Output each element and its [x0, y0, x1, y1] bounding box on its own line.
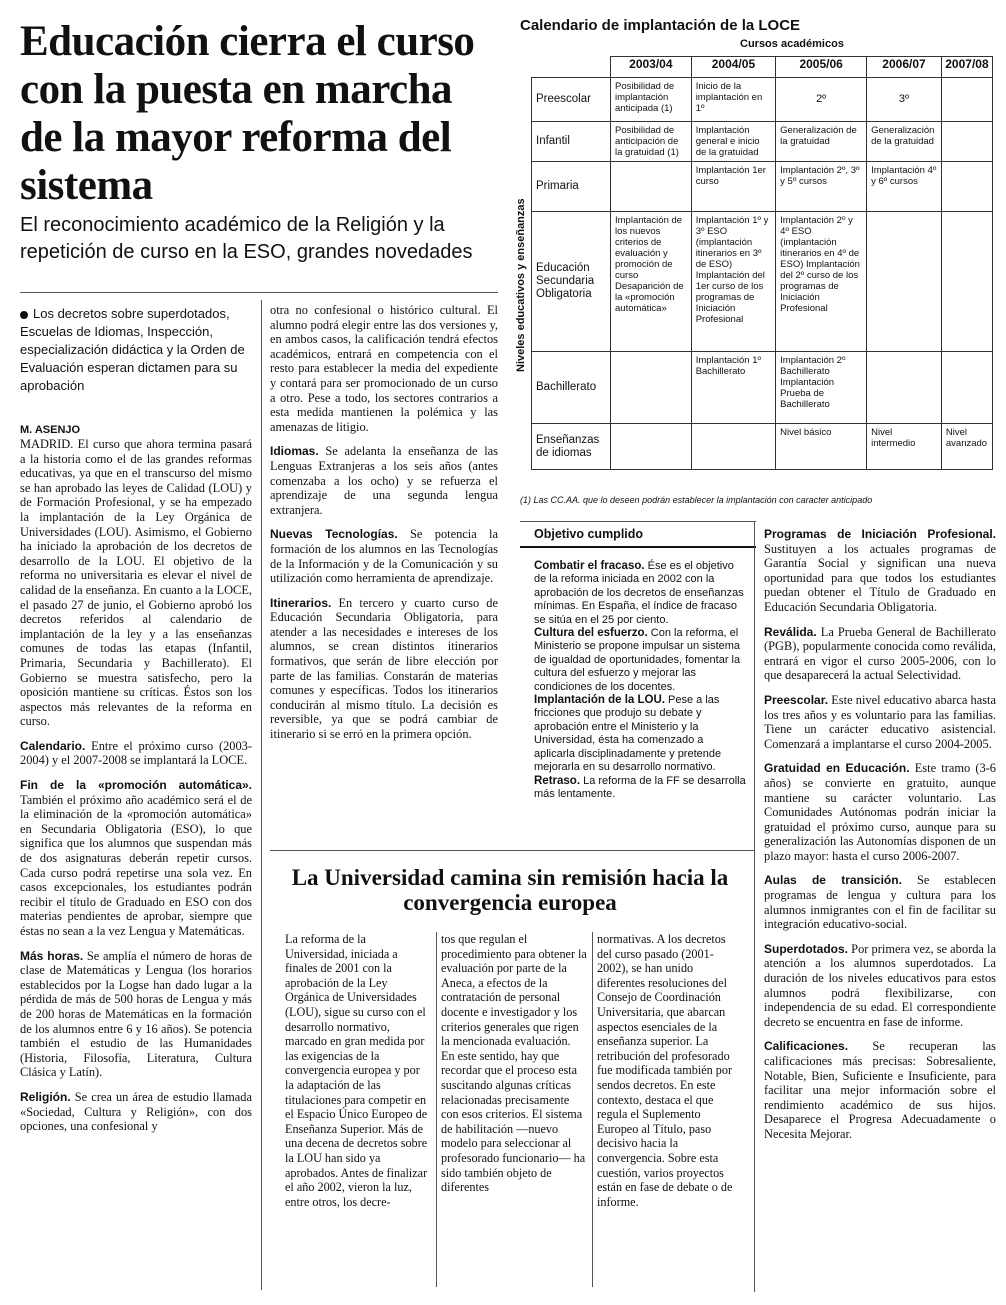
- divider: [270, 850, 754, 851]
- paragraph-lead: Cultura del esfuerzo.: [534, 627, 648, 640]
- calendar-row: [517, 122, 993, 162]
- subtitle: El reconocimiento académico de la Religión y la repetición de curso en la ESO, grandes novedades: [20, 214, 473, 263]
- calendar-cell: Generalización de la gratuidad: [776, 122, 867, 162]
- paragraph-text: Se crea un área de estudio llamada «Sociedad, Cultura y Religión», con dos opciones, una confesional y: [20, 1089, 252, 1134]
- side-spacer: [517, 212, 532, 352]
- paragraph-text: Sustituyen a los actuales programas de Garantía Social y significan una nueva oportunidad para que todos los estudiantes puedan obtener el Título de Graduado en Educación Secundaria Obligatoria.: [764, 541, 996, 614]
- university-col-1: La reforma de la Universidad, iniciada a finales de 2001 con la aprobación de la Ley Orgánica de Universidades (LOU), sigue su curso con el desarrollo normativo, marcado en gran medida por las exigencias de la convergencia europea y por la adaptación de las titulaciones para competir en el Espacio Único Europeo de Enseñanza Superior. Más de una decena de decretos sobre la LOU han sido ya aprobados. Antes de finalizar el año 2002, vieron la luz, entre otros, los decre-: [285, 932, 428, 1209]
- university-col-2: tos que regulan el procedimiento para obtener la evaluación por parte de la Aneca, a efectos de la contratación de personal docente e investigador y los criterios generales que rigen la mencionada evaluación. En este sentido, hay que recordar que el proceso esta suscitando algunas críticas relacionadas precisamente con esos criterios. El sistema de habilitación —nuevo modelo para seleccionar al profesorado funcionario— ha sido también objeto de diferentes: [441, 932, 587, 1195]
- paragraph: [534, 560, 746, 627]
- year-header: 2007/08: [941, 57, 992, 78]
- calendar-cell: [691, 424, 775, 470]
- paragraph-lead: Religión.: [20, 1089, 71, 1104]
- calendar-cell: Nivel avanzado: [941, 424, 992, 470]
- paragraph-text: MADRID. El curso que ahora termina pasará a la historia como el de las grandes reformas educativas, ya que en el transcurso del mismo se han aprobado las leyes de Calidad (LOU) y de Formación Profesional, y se ha empezado la implantación de la Ley Orgánica de Universidades (LOU). Asimismo, el Gobierno ha iniciado la aprobación de los decretos de desarrollo de la LOU. El objetivo de la reforma no universitaria es elevar el nivel de calidad de la enseñanza. En cuanto a la LOCE, el pasado 27 de junio, el Gobierno aprobó los decretos referidos al calendario de implantación de la ley y a las enseñanzas comunes de todas las etapas (Infantil, Primaria, Secundaria y Bachillerato). El Gobierno se muestra satisfecho, pero la oposición mantiene su críticas. Éstos son los aspectos más relevantes de la reforma en curso.: [20, 437, 252, 729]
- paragraph: [764, 873, 996, 931]
- side-spacer: [517, 122, 532, 162]
- paragraph-text: Este tramo (3-6 años) se convierte en gratuito, aunque mantiene su carácter voluntario. Las Comunidades Autónomas podrán iniciar la gratuidad el próximo curso, aunque para su generalización las Autonomías disponen de un plazo mayor: hasta el curso 2006-2007.: [764, 761, 996, 863]
- calendar-row: [517, 424, 993, 470]
- paragraph-text: Se establecen programas de lengua y cultura para los alumnos inmigrantes con el fin de facilitar su integración educativo-social.: [764, 873, 996, 932]
- paragraph-text: Ése es el objetivo de la reforma iniciada en 2002 con la aprobación de los decretos de enseñanzas mínimas. En España, el índice de fracaso se sitúa en el 25 por ciento.: [534, 560, 744, 626]
- column-2: [270, 303, 498, 752]
- paragraph-lead: Reválida.: [764, 624, 817, 639]
- calendar-cell: 2º: [776, 78, 867, 122]
- column-rule: [436, 932, 437, 1287]
- calendar-cell: [867, 352, 942, 424]
- calendar-cell: [941, 352, 992, 424]
- paragraph: [764, 625, 996, 683]
- divider: [520, 546, 756, 548]
- side-spacer: [517, 352, 532, 424]
- paragraph-text: otra no confesional o histórico cultural. El alumno podrá elegir entre las dos versiones y, en ambos casos, la calificación tendrá efectos académicos, entrará en competencia con el resto para establecer la media del expediente y contará para ser promocionado de un curso a otro. Pese a todo, los sectores contrarios a esta medida mantienen la polémica y las amenazas de litigio.: [270, 303, 498, 434]
- level-label: Infantil: [532, 122, 611, 162]
- year-header: 2006/07: [867, 57, 942, 78]
- paragraph: [534, 694, 746, 774]
- paragraph-text: Entre el próximo curso (2003-2004) y el 2007-2008 se implantará la LOCE.: [20, 738, 252, 768]
- level-label: Enseñanzas de idiomas: [532, 424, 611, 470]
- paragraph-lead: Superdotados.: [764, 941, 849, 956]
- headline: Educación cierra el curso con la puesta en marcha de la mayor reforma del sistema: [20, 18, 475, 209]
- calendar-cell: Nivel básico: [776, 424, 867, 470]
- calendar-side-label: Niveles educativos y enseñanzas: [515, 198, 527, 372]
- paragraph-lead: Retraso.: [534, 774, 581, 787]
- level-label: Primaria: [532, 162, 611, 212]
- calendar-cell: Implantación 4º y 6º cursos: [867, 162, 942, 212]
- calendar-cell: [941, 78, 992, 122]
- paragraph-text: La reforma de la FF se desarrolla más lentamente.: [534, 774, 746, 800]
- paragraph-lead: Itinerarios.: [270, 595, 332, 610]
- year-header: 2005/06: [776, 57, 867, 78]
- calendar-cell: [941, 162, 992, 212]
- paragraph: [270, 596, 498, 742]
- paragraph-text: Este nivel educativo abarca hasta los tres años y es voluntario para las familias. Tiene un carácter educativo asistencial. Comenzará a implantarse el curso 2004-2005.: [764, 692, 996, 751]
- calendar-cell: Implantación 2º Bachillerato Implantación Prueba de Bachillerato: [776, 352, 867, 424]
- paragraph-text: También el próximo año académico será el de la eliminación de la «promoción automática» en Secundaria Obligatoria (ESO), lo que significa que los alumnos que suspendan más de dos asignaturas deberán repetir cursos. Cada curso podrá repetirse una sola vez. En casos excepcionales, los estudiantes podrán recibir el título de Graduado en ESO con dos materias pendientes de aprobar, siempre que éstas no sean a la vez Lengua y Matemáticas.: [20, 792, 252, 938]
- paragraph: [20, 949, 252, 1080]
- paragraph: [534, 775, 746, 802]
- calendar-title: Calendario de implantación de la LOCE: [520, 17, 801, 34]
- calendar-cell: Implantación 1º Bachillerato: [691, 352, 775, 424]
- paragraph-lead: Gratuidad en Educación.: [764, 761, 910, 776]
- paragraph-text: Se recuperan las calificaciones más precisas: Sobresaliente, Notable, Bien, Suficiente e Insuficiente, para facilitar una mejor información sobre el rendimiento académico de sus hijos. Desaparece el Progresa Adecuadamente o Necesita Mejorar.: [764, 1039, 996, 1141]
- paragraph-text: En tercero y cuarto curso de Educación Secundaria Obligatoria, para atender a las necesidades e intereses de los alumnos, se crean distintos itinerarios formativos, que serán de libre elección por parte de las familias. Constarán de materias comunes y específicas. Todos los itinerarios conducirán al mismo título. La decisión es reversible, ya que se podrá cambiar de itinerario si se erró en la primera opción.: [270, 595, 498, 742]
- column-rule: [261, 300, 262, 1290]
- paragraph: [270, 303, 498, 434]
- paragraph: [764, 761, 996, 863]
- calendar-cell: [867, 212, 942, 352]
- calendar-row: [517, 212, 993, 352]
- divider: [520, 521, 756, 522]
- calendar-cell: Implantación 2º, 3º y 5º cursos: [776, 162, 867, 212]
- paragraph: [764, 527, 996, 615]
- paragraph-lead: Más horas.: [20, 948, 84, 963]
- calendar-table: [517, 56, 993, 470]
- calendar-footnote: (1) Las CC.AA. que lo deseen podrán establecer la implantación con caracter anticipado: [520, 495, 873, 505]
- column-1: [20, 437, 252, 1144]
- paragraph: [534, 627, 746, 694]
- paragraph-text: Se potencia la formación de los alumnos en las Tecnologías de la Información y de la Comunicación y su utilización como herramienta de aprendizaje.: [270, 527, 498, 586]
- level-label: Educación Secundaria Obligatoria: [532, 212, 611, 352]
- level-label: Preescolar: [532, 78, 611, 122]
- calendar-cell: Posibilidad de anticipación de la gratuidad (1): [611, 122, 692, 162]
- paragraph-lead: Programas de Iniciación Profesional.: [764, 527, 996, 541]
- paragraph-lead: Calificaciones.: [764, 1039, 849, 1054]
- calendar-cell: Implantación 1º y 3º ESO (implantación itinerarios en 3º de ESO) Implantación del 1er curso de los programas de Iniciación Profesional: [691, 212, 775, 352]
- paragraph-lead: Fin de la «promoción automática».: [20, 778, 252, 793]
- paragraph-text: Se amplía el número de horas de clase de Matemáticas y Lengua (los horarios establecidos por la Logse han dado lugar a la pérdida de más de 500 horas de Lengua y más de 200 horas de Matemáticas en la formación de los alumnos entre 6 y 16 años). Se potencia también el estudio de las Humanidades (Historia, Filosofía, Literatura, Cultura Clásica y Latín).: [20, 948, 252, 1080]
- paragraph-lead: Implantación de la LOU.: [534, 694, 665, 707]
- calendar-cell: Implantación general e inicio de la gratuidad: [691, 122, 775, 162]
- summary-bullet: [20, 305, 252, 395]
- paragraph: [764, 942, 996, 1030]
- calendar-cell: Generalización de la gratuidad: [867, 122, 942, 162]
- paragraph: [20, 437, 252, 729]
- header-blank: [517, 57, 611, 78]
- paragraph-text: Por primera vez, se aborda la atención a los alumnos superdotados. La duración de los niveles educativos para estos alumnos podrá flexibilizarse, con independencia de su edad. El correspondiente decreto se encuentra en fase de informe.: [764, 941, 996, 1029]
- paragraph-text: La Prueba General de Bachillerato (PGB), popularmente conocida como reválida, entrará en vigor el curso 2005-2006, con lo que desaparecerá la actual Selectividad.: [764, 624, 996, 683]
- column-5: [764, 527, 996, 1152]
- summary-text: Los decretos sobre superdotados, Escuelas de Idiomas, Inspección, especialización didáctica y la Orden de Evaluación esperan dictamen para su aprobación: [20, 306, 245, 393]
- paragraph-lead: Aulas de transición.: [764, 873, 902, 888]
- year-header: 2004/05: [691, 57, 775, 78]
- calendar-cell: Posibilidad de implantación anticipada (1): [611, 78, 692, 122]
- paragraph: [764, 693, 996, 751]
- objetivo-title: Objetivo cumplido: [534, 527, 644, 541]
- paragraph: [20, 739, 252, 768]
- paragraph-text: Con la reforma, el Ministerio se propone impulsar un sistema de igualdad de oportunidades, fomentar la cultura del esfuerzo y mejorar las condiciones de los docentes.: [534, 627, 741, 693]
- paragraph: [20, 778, 252, 939]
- paragraph: [20, 1090, 252, 1134]
- year-header: 2003/04: [611, 57, 692, 78]
- side-spacer: [517, 424, 532, 470]
- paragraph: [270, 444, 498, 517]
- calendar-subheader: Cursos académicos: [740, 38, 844, 50]
- university-col-3: normativas. A los decretos del curso pasado (2001-2002), se han unido diferentes resoluciones del Consejo de Coordinación Universitaria, que abarcan aspectos esenciales de la enseñanza superior. La retribución del profesorado fue modificada también por sendos decretos. En este contexto, destaca el que regula el Suplemento Europeo al Título, paso decisivo hacia la convergencia. Sobre esta cuestión, varios proyectos están en fase de debate o de informe.: [597, 932, 733, 1209]
- paragraph: [764, 1039, 996, 1141]
- paragraph-text: Pese a las fricciones que produjo su debate y aprobación entre el Ministerio y la Universidad, ésta ha comenzado a aplicarla disciplinadamente y pretende mejorarla en su desarrollo normativo.: [534, 694, 722, 774]
- calendar-row: [517, 352, 993, 424]
- calendar-cell: [611, 424, 692, 470]
- side-spacer: [517, 78, 532, 122]
- calendar-cell: 3º: [867, 78, 942, 122]
- calendar-cell: [941, 212, 992, 352]
- paragraph-lead: Calendario.: [20, 738, 86, 753]
- university-title: La Universidad camina sin remisión hacia la convergencia europea: [291, 865, 729, 915]
- paragraph-lead: Nuevas Tecnologías.: [270, 527, 398, 542]
- divider: [20, 292, 498, 293]
- calendar-cell: Implantación de los nuevos criterios de evaluación y promoción de curso Desaparición de la «promoción automática»: [611, 212, 692, 352]
- level-label: Bachillerato: [532, 352, 611, 424]
- calendar-cell: [611, 352, 692, 424]
- byline: M. ASENJO: [20, 424, 81, 436]
- calendar-cell: [941, 122, 992, 162]
- calendar-cell: Implantación 1er curso: [691, 162, 775, 212]
- paragraph-lead: Idiomas.: [270, 444, 319, 459]
- paragraph-text: Se adelanta la enseñanza de las Lenguas Extranjeras a los seis años (antes comenzaba a los ocho) y se refuerza el aprendizaje de una segunda lengua extranjera.: [270, 444, 498, 517]
- calendar-cell: Inicio de la implantación en 1º: [691, 78, 775, 122]
- calendar-row: [517, 162, 993, 212]
- paragraph: [270, 527, 498, 585]
- objetivo-box: [534, 560, 746, 801]
- paragraph-lead: Combatir el fracaso.: [534, 560, 645, 572]
- calendar-row: [517, 78, 993, 122]
- column-rule: [592, 932, 593, 1287]
- calendar-cell: Nivel intermedio: [867, 424, 942, 470]
- calendar-cell: [611, 162, 692, 212]
- column-rule: [754, 522, 755, 1292]
- side-spacer: [517, 162, 532, 212]
- paragraph-lead: Preescolar.: [764, 692, 829, 707]
- bullet-icon: [20, 311, 28, 319]
- calendar-cell: Implantación 2º y 4º ESO (implantación itinerarios en 4º de ESO) Implantación del 2º curso de los programas de Iniciación Profesional: [776, 212, 867, 352]
